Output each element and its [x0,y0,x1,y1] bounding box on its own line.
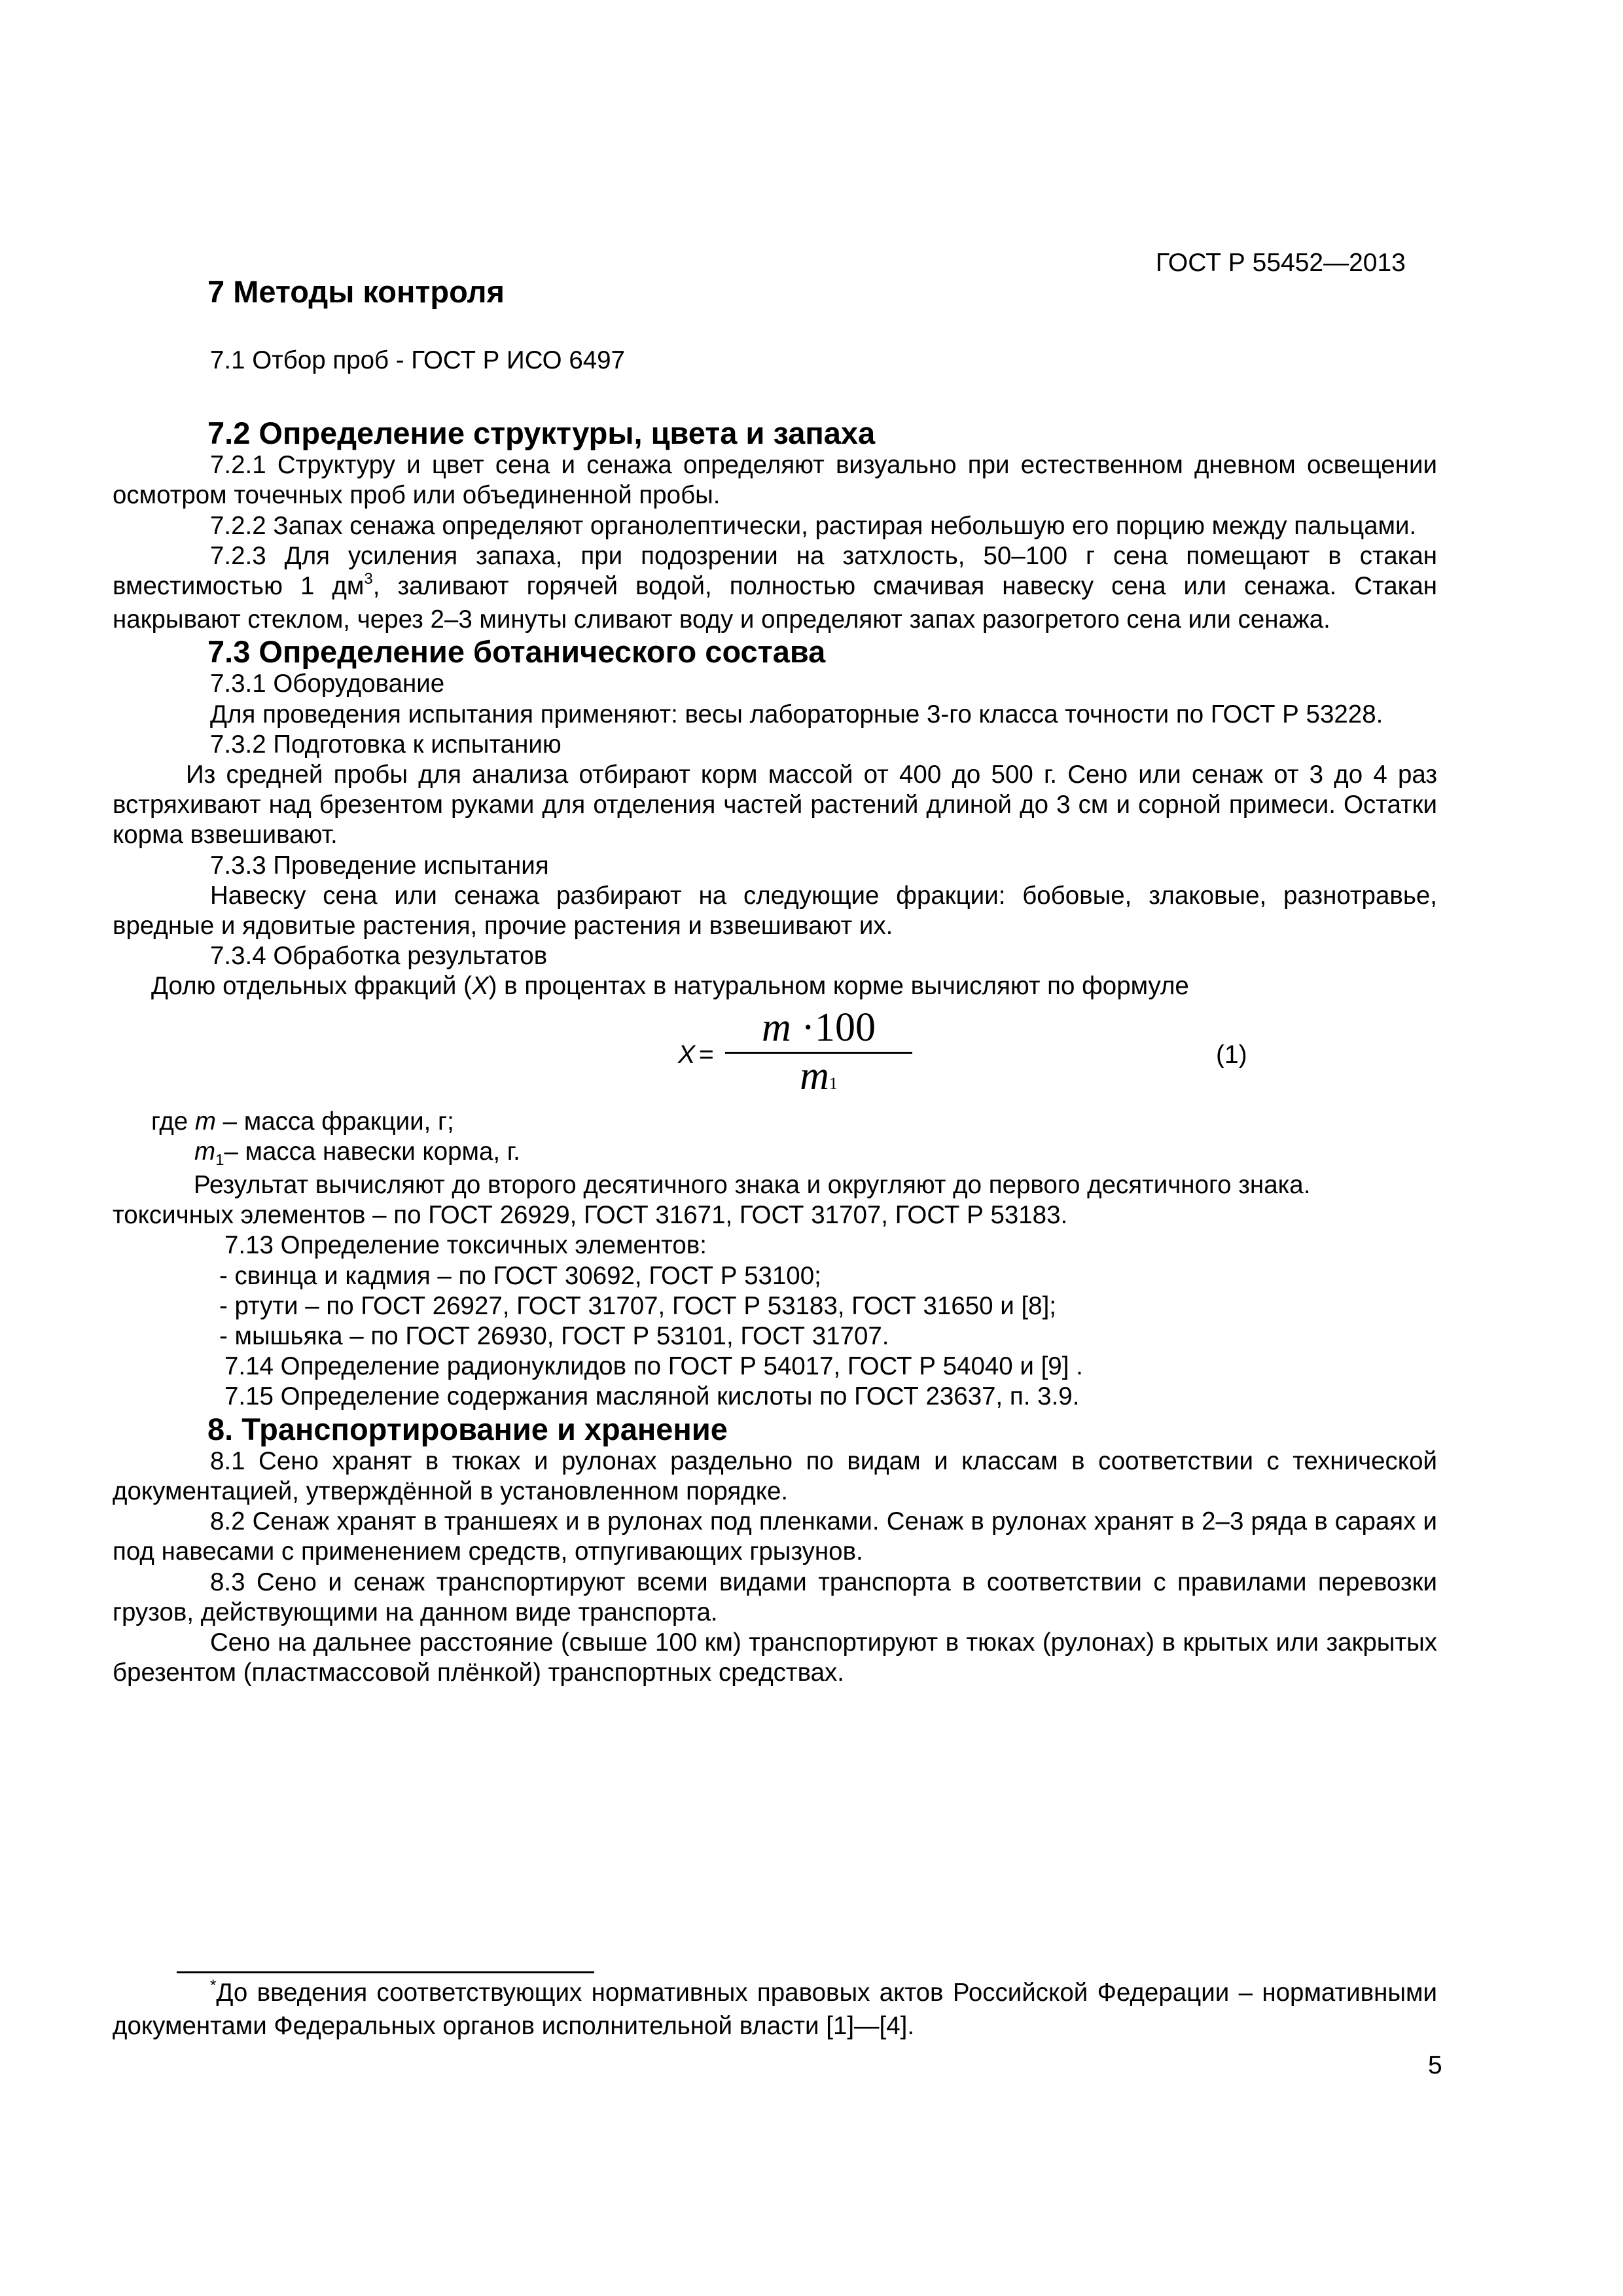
m1-var: m [194,1137,216,1166]
formula-intro-b: ) в процентах в натуральном корме вычисляют по формуле [488,972,1189,1001]
section-7-13-c: - мышьяка – по ГОСТ 26930, ГОСТ Р 53101, ГОСТ 31707. [219,1322,889,1351]
section-7-2-2: 7.2.2 Запах сенажа определяют органолептически, растирая небольшую его порцию между пальцами. [210,511,1417,540]
page-number: 5 [1428,2051,1442,2079]
section-7-3-4-text [113,971,1437,1001]
m1-subscript: 1 [215,1151,224,1169]
section-8-title: 8. Транспортирование и хранение [207,1411,728,1446]
formula-intro-x: X [471,972,489,1001]
section-7-2-1: 7.2.1 Структуру и цвет сена и сенажа определяют визуально при естественном дневном освещении осмотром точечных проб или объединенной пробы. [113,451,1437,510]
denominator-subscript: 1 [829,1073,838,1093]
section-7-3-1: 7.3.1 Оборудование [210,670,445,698]
section-7-3-title: 7.3 Определение ботанического состава [207,634,826,670]
section-8-3-b: Сено на дальнее расстояние (свыше 100 км) транспортируют в тюках (рулонах) в крытых или закрытых брезентом (пластмассовой плёнкой) транспортных средствах. [113,1628,1437,1687]
formula-lhs: X [678,1040,696,1069]
section-7-13: 7.13 Определение токсичных элементов: [224,1231,707,1260]
formula-numerator [733,1007,904,1048]
formula-equals: = [699,1040,714,1069]
denominator-variable: m [800,1053,829,1098]
where-m1 [113,1137,1437,1170]
section-7-3-3: 7.3.3 Проведение испытания [210,851,549,880]
page-content [113,275,1437,1688]
where-m-var: m [194,1107,216,1136]
where-label: где [151,1107,195,1136]
section-7-2-3 [113,541,1437,636]
m1-desc: – масса навески корма, г. [224,1137,520,1166]
section-8-1: 8.1 Сено хранят в тюках и рулонах раздельно по видам и классам в соответствии с технической документацией, утверждённой в установленном порядке. [113,1446,1437,1505]
section-7-title: 7 Методы контроля [207,274,505,309]
formula-number: (1) [1216,1040,1247,1069]
numerator-variable: m [762,1005,791,1050]
section-7-3-2: 7.3.2 Подготовка к испытанию [210,730,562,759]
footnote-mark: * [210,1977,217,1994]
section-7-2-3-part-a: 7.2.3 Для усиления запаха, при подозрении на затхлость, 50–100 г сена помещают в стакан вместимостью 1 дм [113,541,1437,601]
section-7-1: 7.1 Отбор проб - ГОСТ Р ИСО 6497 [210,346,625,374]
section-7-3-3-text: Навеску сена или сенажа разбирают на следующие фракции: бобовые, злаковые, разнотравье, вредные и ядовитые растения, прочие растения и взвешивают их. [113,881,1437,941]
section-8-3: 8.3 Сено и сенаж транспортируют всеми видами транспорта в соответствии с правилами перевозки грузов, действующими на данном виде транспорта. [113,1568,1437,1626]
formula-denominator [733,1053,904,1104]
section-7-2-title: 7.2 Определение структуры, цвета и запаха [207,416,876,451]
where-m-desc: – масса фракции, г; [215,1107,454,1136]
formula-intro-a: Долю отдельных фракций ( [151,972,472,1001]
section-7-13-b: - ртути – по ГОСТ 26927, ГОСТ 31707, ГОСТ Р 53183, ГОСТ 31650 и [8]; [219,1291,1056,1320]
numerator-rest: ·100 [791,1005,876,1050]
section-7-3-1-text: Для проведения испытания применяют: весы лабораторные 3-го класса точности по ГОСТ Р 53228. [210,700,1383,728]
footnote-text: До введения соответствующих нормативных правовых актов Российской Федерации – нормативными документами Федеральных органов исполнительной власти [1]—[4]. [113,1979,1437,2040]
result-text: Результат вычисляют до второго десятичного знака и округляют до первого десятичного знака. [194,1171,1311,1200]
section-8-2: 8.2 Сенаж хранят в траншеях и в рулонах под пленками. Сенаж в рулонах хранят в 2–3 ряда в сараях и под навесами с применением средств, отпугивающих грызунов. [113,1507,1437,1566]
document-header: ГОСТ Р 55452—2013 [1156,249,1406,277]
section-7-3-2-text: Из средней пробы для анализа отбирают корм массой от 400 до 500 г. Сено или сенаж от 3 до 4 раз встряхивают над брезентом руками для отделения частей растений длиной до 3 см и сорной примеси. Остатки корма взвешивают. [113,761,1437,850]
footnote [113,1978,1437,2041]
where-m [113,1107,1437,1137]
cubic-superscript: 3 [364,570,373,588]
section-7-2-3-part-b: , заливают горячей водой, полностью смачивая навеску сена или сенажа. Стакан накрывают стеклом, через 2–3 минуты сливают воду и определяют запах разогретого сена или сенажа. [113,572,1437,634]
section-7-3-4: 7.3.4 Обработка результатов [210,942,548,971]
section-7-15: 7.15 Определение содержания масляной кислоты по ГОСТ 23637, п. 3.9. [224,1382,1080,1411]
section-7-13-a: - свинца и кадмия – по ГОСТ 30692, ГОСТ Р 53100; [219,1261,821,1290]
section-7-14: 7.14 Определение радионуклидов по ГОСТ Р 54017, ГОСТ Р 54040 и [9] . [224,1352,1083,1381]
footnote-rule [177,1971,594,1973]
formula-block [113,1006,1437,1104]
toxic-line: токсичных элементов – по ГОСТ 26929, ГОСТ 31671, ГОСТ 31707, ГОСТ Р 53183. [113,1201,1068,1230]
